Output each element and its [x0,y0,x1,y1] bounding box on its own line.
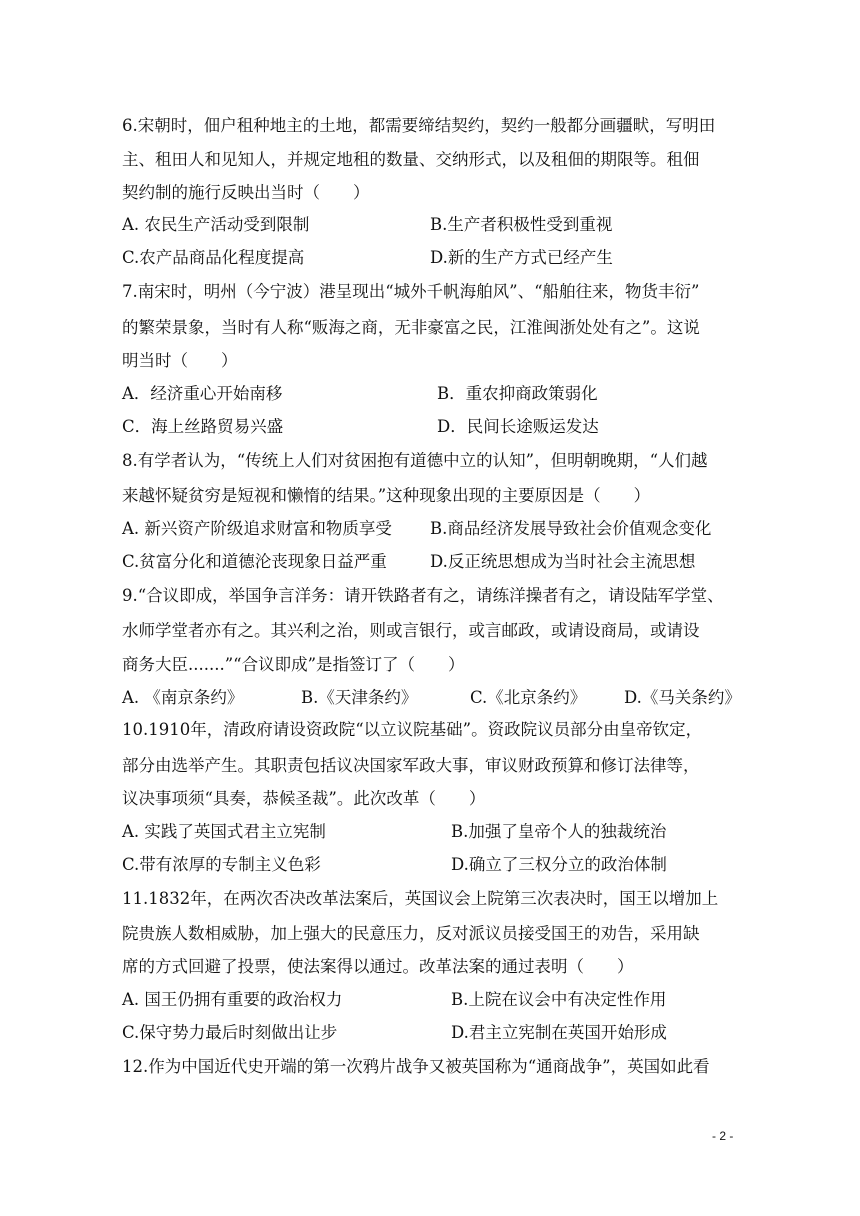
q8-option-b: B.商品经济发展导致社会价值观念变化 [430,519,712,538]
q9-line-2: 水师学堂者亦有之。其兴利之治，则或言银行，或言邮政，或请设商局，或请设 [122,621,700,640]
q10-line-1: 10.1910年，清政府请设资政院“以立议院基础”。资政院议员部分由皇帝钦定， [122,720,703,739]
q11-line-1: 11.1832年，在两次否决改革法案后，英国议会上院第三次表决时，国王以增加上 [122,889,719,908]
q8-option-d: D.反正统思想成为当时社会主流思想 [430,552,696,571]
q9-option-c: C.《北京条约》 [470,688,587,707]
q10-option-b: B.加强了皇帝个人的独裁统治 [451,822,667,841]
q10-line-2: 部分由选举产生。其职责包括议决国家军政大事，审议财政预算和修订法律等， [122,756,700,775]
q6-option-b: B.生产者积极性受到重视 [430,215,613,234]
q8-line-1: 8.有学者认为，“传统上人们对贫困抱有道德中立的认知”，但明朝晚期，“人们越 [122,451,708,470]
q9-option-a: A. 《南京条约》 [122,688,244,707]
q7-line-2: 的繁荣景象，当时有人称“贩海之商，无非豪富之民，江淮闽浙处处有之”。这说 [122,318,700,337]
q7-option-b: B．重农抑商政策弱化 [437,384,598,403]
q9-line-3: 商务大臣.......”“合议即成”是指签订了（ ） [122,655,465,674]
q10-option-d: D.确立了三权分立的政治体制 [451,855,667,874]
q11-line-2: 院贵族人数相威胁，加上强大的民意压力，反对派议员接受国王的劝告，采用缺 [122,924,700,943]
q7-line-3: 明当时（ ） [122,351,238,370]
q9-option-d: D.《马关条约》 [624,688,741,707]
q6-line-3: 契约制的施行反映出当时（ ） [122,183,370,202]
q8-option-a: A. 新兴资产阶级追求财富和物质享受 [122,519,392,538]
q6-line-2: 主、租田人和见知人，并规定地租的数量、交纳形式，以及租佃的期限等。租佃 [122,150,700,169]
q6-line-1: 6.宋朝时，佃户租种地主的土地，都需要缔结契约，契约一般都分画疆畎，写明田 [122,116,716,135]
q11-option-c: C.保守势力最后时刻做出让步 [122,1023,338,1042]
q9-option-b: B.《天津条约》 [301,688,418,707]
q10-option-c: C.带有浓厚的专制主义色彩 [122,855,321,874]
q10-option-a: A. 实践了英国式君主立宪制 [122,822,326,841]
q11-line-3: 席的方式回避了投票，使法案得以通过。改革法案的通过表明（ ） [122,957,634,976]
q11-option-b: B.上院在议会中有决定性作用 [451,990,667,1009]
q7-option-a: A．经济重心开始南移 [122,384,283,403]
q10-line-3: 议决事项须“具奏，恭候圣裁”。此次改革（ ） [122,789,486,808]
q7-line-1: 7.南宋时，明州（今宁波）港呈现出“城外千帆海舶风”、“船舶往来，物货丰衍” [122,282,700,301]
q8-option-c: C.贫富分化和道德沦丧现象日益严重 [122,552,387,571]
q12-line-1: 12.作为中国近代史开端的第一次鸦片战争又被英国称为“通商战争”，英国如此看 [122,1057,710,1076]
q11-option-d: D.君主立宪制在英国开始形成 [451,1023,667,1042]
q6-option-a: A. 农民生产活动受到限制 [122,215,310,234]
q7-option-d: D．民间长途贩运发达 [437,417,599,436]
q6-option-d: D.新的生产方式已经产生 [430,248,613,267]
page-number: - 2 - [712,1129,734,1143]
q7-option-c: C．海上丝路贸易兴盛 [122,417,284,436]
q9-line-1: 9.“合议即成，举国争言洋务：请开铁路者有之，请练洋操者有之，请设陆军学堂、 [122,586,724,605]
q11-option-a: A. 国王仍拥有重要的政治权力 [122,990,343,1009]
q8-line-2: 来越怀疑贫穷是短视和懒惰的结果。”这种现象出现的主要原因是（ ） [122,486,651,505]
q6-option-c: C.农产品商品化程度提高 [122,248,305,267]
